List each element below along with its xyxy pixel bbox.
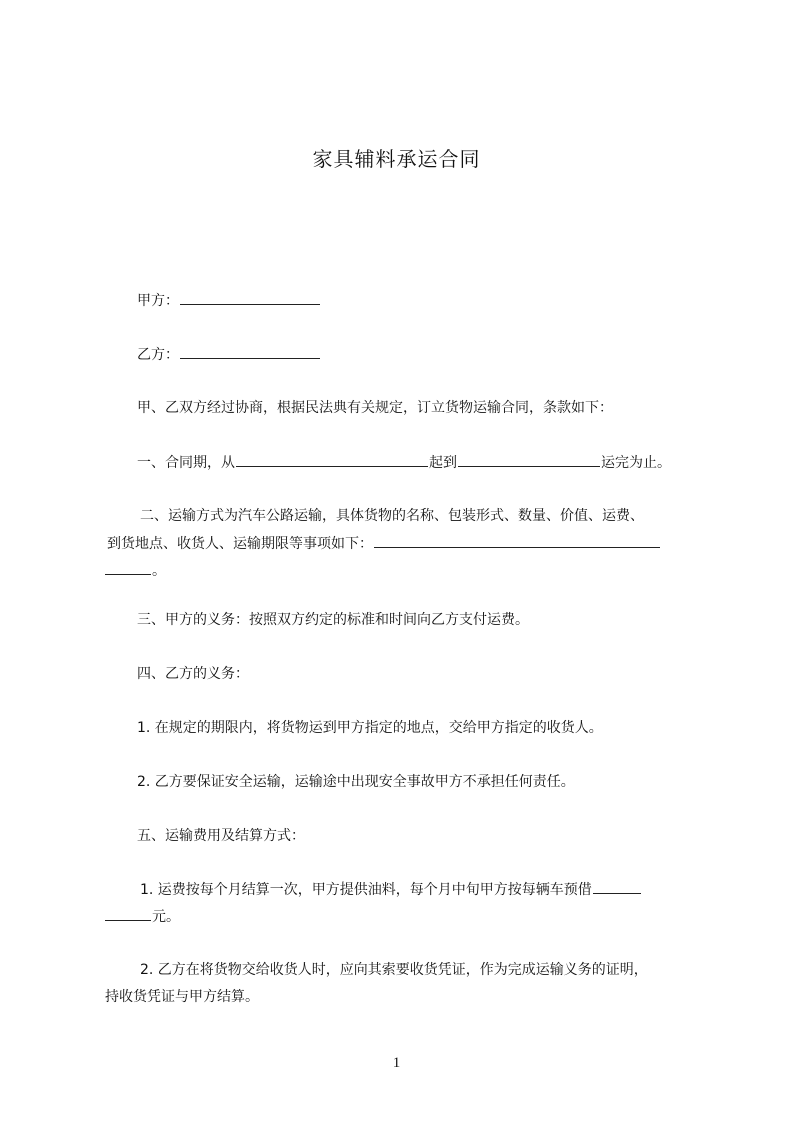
- clause-1-suffix: 运完为止。: [601, 455, 671, 471]
- shipment-details-blank-continued[interactable]: [105, 560, 151, 575]
- contract-start-date-blank[interactable]: [236, 452, 428, 467]
- clause-5-item-1-line-1: [140, 879, 642, 900]
- clause-4-heading: 四、乙方的义务：: [137, 666, 249, 682]
- clause-1-middle: 起到: [429, 455, 457, 471]
- clause-3: 三、甲方的义务：按照双方约定的标准和时间向乙方支付运费。: [137, 612, 529, 628]
- clause-5-item-2-line-2: 持收货凭证与甲方结算。: [105, 989, 259, 1005]
- party-a-line: [137, 290, 321, 311]
- party-a-label: 甲方：: [137, 293, 179, 309]
- party-b-label: 乙方：: [137, 347, 179, 363]
- advance-amount-blank[interactable]: [593, 879, 641, 894]
- page-number: 1: [392, 1055, 401, 1071]
- clause-4-item-1: 1. 在规定的期限内，将货物运到甲方指定的地点，交给甲方指定的收货人。: [137, 720, 603, 736]
- contract-end-date-blank[interactable]: [458, 452, 600, 467]
- clause-5-heading: 五、运输费用及结算方式：: [137, 828, 305, 844]
- clause-5-item-1-text: 1. 运费按每个月结算一次，甲方提供油料，每个月中旬甲方按每辆车预借: [140, 882, 592, 898]
- clause-2-line-1: 二、运输方式为汽车公路运输，具体货物的名称、包装形式、数量、价值、运费、: [140, 508, 644, 524]
- intro-paragraph: 甲、乙双方经过协商，根据民法典有关规定，订立货物运输合同，条款如下：: [137, 400, 613, 416]
- clause-2-line-3: [105, 560, 166, 581]
- clause-2-line-2: [107, 533, 661, 554]
- shipment-details-blank[interactable]: [374, 533, 660, 548]
- advance-amount-blank-continued[interactable]: [105, 906, 151, 921]
- clause-4-item-2: 2. 乙方要保证安全运输，运输途中出现安全事故甲方不承担任何责任。: [137, 774, 575, 790]
- clause-2-line-3-suffix: 。: [152, 563, 166, 579]
- clause-5-item-1-suffix: 元。: [152, 909, 180, 925]
- clause-2-line-2-text: 到货地点、收货人、运输期限等事项如下：: [107, 536, 373, 552]
- party-b-line: [137, 344, 321, 365]
- party-b-blank[interactable]: [180, 344, 320, 359]
- clause-1: [137, 452, 671, 473]
- clause-5-item-1-line-2: [105, 906, 180, 927]
- party-a-blank[interactable]: [180, 290, 320, 305]
- document-title: 家具辅料承运合同: [312, 147, 481, 171]
- clause-5-item-2-line-1: 2. 乙方在将货物交给收货人时，应向其索要收货凭证，作为完成运输义务的证明，: [140, 962, 648, 978]
- clause-1-prefix: 一、合同期，从: [137, 455, 235, 471]
